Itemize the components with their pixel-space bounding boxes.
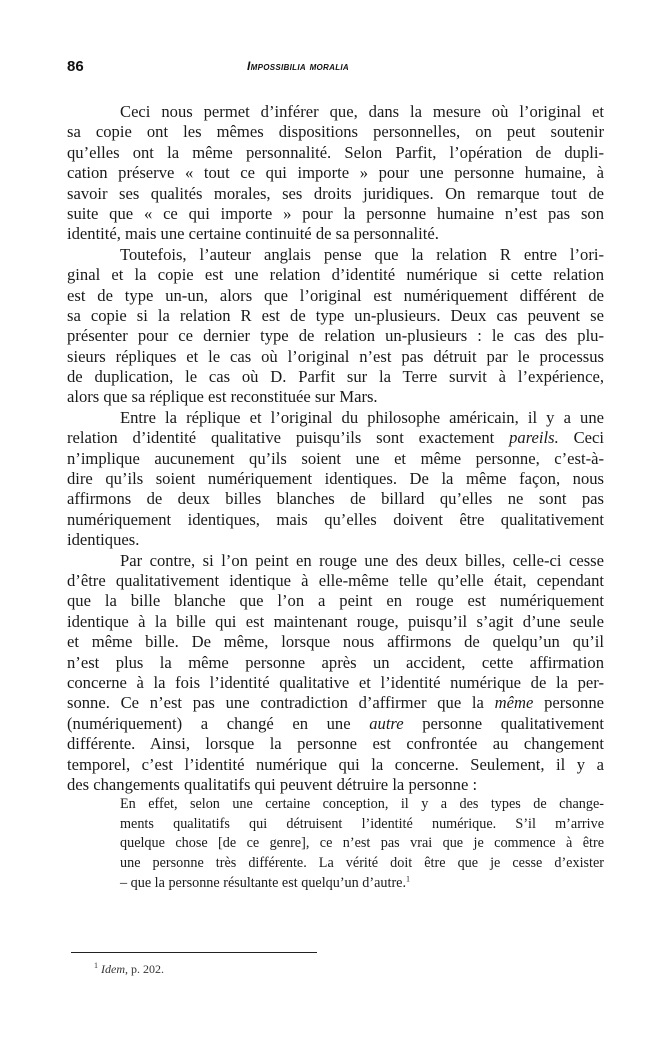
text-line: affirmons de deux billes blanches de billard qu’elles ne sont pas: [67, 489, 604, 509]
quote-line: quelque chose [de ce genre], ce n’est pas vrai que je commence à être: [120, 835, 604, 852]
text-line: [67, 714, 604, 734]
text-run: – que la personne résultante est quelqu’un d’autre.: [120, 874, 407, 891]
text-line: n’implique aucunement qu’ils soient une et même personne, c’est-à-: [67, 448, 604, 468]
text-line: temporel, c’est l’identité numérique qui la concerne. Seulement, il y a: [67, 754, 604, 774]
paragraph: [67, 102, 604, 245]
paragraph: [67, 245, 604, 408]
footnote-reference[interactable]: 1: [406, 873, 411, 883]
text-line: [67, 428, 604, 448]
text-line: identiques.: [67, 530, 140, 550]
text-line: numériquement identiques, mais qu’elles doivent être qualitativement: [67, 509, 604, 529]
text-line: Entre la réplique et l’original du philosophe américain, il y a une: [120, 407, 604, 427]
text-line: qu’elles ont la même personnalité. Selon Parfit, l’opération de dupli-: [67, 142, 604, 162]
text-run: (numériquement) a changé en une: [67, 713, 351, 733]
body-text: [67, 102, 604, 893]
text-run: personne: [544, 693, 605, 713]
paragraph: [67, 408, 604, 551]
text-run: personne qualitativement: [422, 713, 604, 733]
quote-line: [120, 874, 604, 894]
quote-line: une personne très différente. La vérité doit être que je cesse d’exister: [120, 855, 604, 872]
text-line: alors que sa réplique est reconstituée sur Mars.: [67, 387, 378, 407]
text-line: Par contre, si l’on peint en rouge une des deux billes, celle-ci cesse: [120, 550, 604, 570]
text-line: différente. Ainsi, lorsque la personne est confrontée au changement: [67, 734, 604, 754]
text-line: des changements qualitatifs qui peuvent détruire la personne :: [67, 774, 478, 794]
block-quote: [120, 795, 604, 893]
text-line: cation préserve « tout ce qui importe » pour une personne humaine, à: [67, 163, 604, 183]
text-line: sa copie ont les mêmes dispositions personnelles, on peut soutenir: [67, 122, 604, 142]
text-line: Ceci nous permet d’inférer que, dans la mesure où l’original et: [120, 102, 604, 121]
page-number: 86: [67, 58, 84, 75]
text-line: que la bille blanche que l’on a peint en rouge est numériquement: [67, 591, 604, 611]
text-run: sonne. Ce n’est pas une contradiction d’affirmer que la: [67, 693, 484, 713]
text-line: n’est plus la même personne après un accident, cette affirmation: [67, 652, 604, 672]
text-line: sieurs répliques et le cas où l’original n’est pas détruit par le processus: [67, 346, 604, 366]
emphasis-text: même: [494, 693, 534, 713]
footnote: [94, 962, 164, 977]
text-line: et même bille. De même, lorsque nous affirmons de quelqu’un qu’il: [67, 632, 604, 652]
footnote-marker: 1: [94, 961, 98, 970]
text-line: [67, 693, 604, 713]
footnote-text: , p. 202.: [125, 962, 164, 976]
paragraph: [67, 551, 604, 796]
text-line: identité, mais une certaine continuité de sa personnalité.: [67, 224, 439, 244]
text-run: Ceci: [573, 428, 605, 448]
text-line: savoir ses qualités morales, ses droits juridiques. On remarque tout de: [67, 183, 604, 203]
footnote-separator: [71, 952, 317, 953]
text-line: concerne à la fois l’identité qualitative et l’identité numérique de la per-: [67, 672, 604, 692]
footnote-source: Idem: [101, 962, 125, 976]
text-line: Toutefois, l’auteur anglais pense que la relation R entre l’ori-: [120, 244, 604, 264]
running-head: [67, 58, 604, 78]
text-line: est de type un-un, alors que l’original est numériquement différent de: [67, 285, 604, 305]
text-line: sa copie si la relation R est de type un-plusieurs. Deux cas peuvent se: [67, 305, 604, 325]
text-run: relation d’identité qualitative puisqu’ils sont exactement: [67, 428, 495, 448]
text-line: identique à la bille qui est maintenant rouge, puisqu’il s’agit d’une seule: [67, 611, 604, 631]
text-line: suite que « ce qui importe » pour la personne humaine n’est pas son: [67, 203, 604, 223]
running-title: Impossibilia moralia: [247, 59, 349, 73]
emphasis-text: pareils.: [509, 428, 559, 448]
emphasis-text: autre: [369, 713, 404, 733]
text-line: ginal et la copie est une relation d’identité numérique si cette relation: [67, 265, 604, 285]
quote-line: ments qualitatifs qui détruisent l’identité numérique. S’il m’arrive: [120, 815, 604, 832]
text-line: dire qu’ils soient numériquement identiques. De la même façon, nous: [67, 469, 604, 489]
text-line: de duplication, le cas où D. Parfit sur la Terre survit à l’expérience,: [67, 367, 604, 387]
quote-line: En effet, selon une certaine conception, il y a des types de change-: [120, 796, 604, 813]
text-line: d’être qualitativement identique à elle-même telle qu’elle était, cependant: [67, 570, 604, 590]
text-line: présenter pour ce dernier type de relation un-plusieurs : le cas des plu-: [67, 326, 604, 346]
